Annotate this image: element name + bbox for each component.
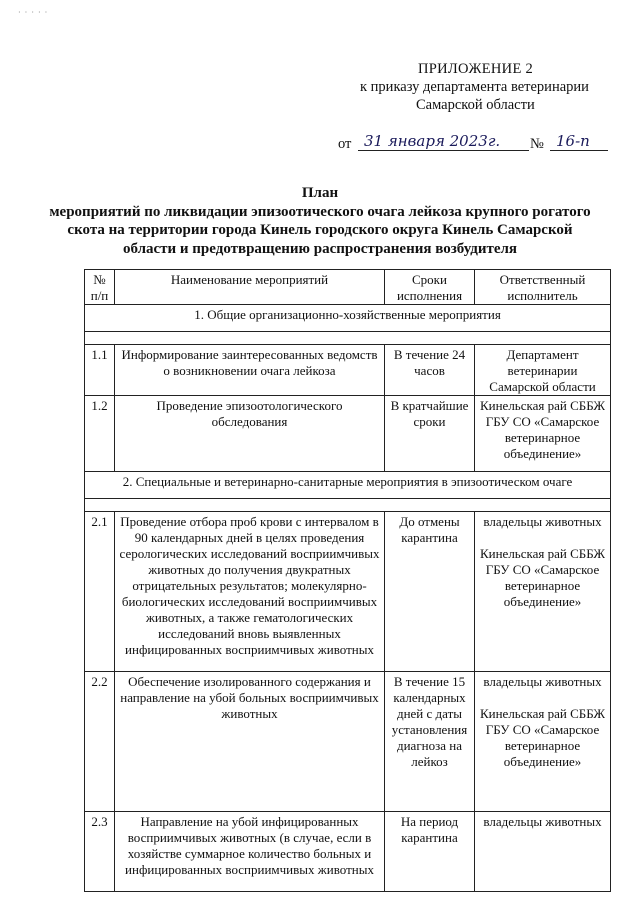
header-num: № п/п	[85, 270, 115, 305]
appendix-title: ПРИЛОЖЕНИЕ 2	[418, 61, 534, 77]
table-row	[85, 512, 611, 672]
row-responsible	[475, 812, 611, 892]
table-row	[85, 396, 611, 472]
plan-title: План	[301, 185, 339, 201]
table-row	[85, 345, 611, 396]
plan-heading	[40, 184, 600, 258]
section-title-1: 1. Общие организационно-хозяйственные мероприятия	[85, 305, 611, 332]
responsible-vet-station: Кинельская рай СББЖ ГБУ СО «Самарское ветеринарное объединение»	[479, 706, 606, 769]
order-line	[338, 132, 608, 154]
row-name: Проведение эпизоотологического обследования	[115, 396, 385, 472]
row-name: Проведение отбора проб крови с интервалом в 90 календарных дней в целях проведения серологических исследований восприимчивых животных до получения двукратных отрицательных результатов; молекулярно-биологических исследований восприимчивых животных, а также гематологических исследований вновь выявленных инфицированных восприимчивых животных	[115, 512, 385, 672]
row-term: На период карантина	[385, 812, 475, 892]
header-responsible: Ответственный исполнитель	[475, 270, 611, 305]
header-term: Сроки исполнения	[385, 270, 475, 305]
table-row	[85, 672, 611, 812]
order-number-handwritten: 16-п	[550, 132, 608, 151]
row-responsible	[475, 672, 611, 812]
row-name: Информирование заинтересованных ведомств о возникновении очага лейкоза	[115, 345, 385, 396]
appendix-line-region: Самарской области	[416, 97, 535, 113]
row-responsible	[475, 512, 611, 672]
table-row	[85, 812, 611, 892]
responsible-owners: владельцы животных	[483, 674, 602, 689]
plan-subtitle: мероприятий по ликвидации эпизоотического очага лейкоза крупного рогатого скота на территории города Кинель городского округа Кинель Самарской области и предотвращению распространения возбудителя	[49, 203, 591, 257]
row-name: Направление на убой инфицированных восприимчивых животных (в случае, если в хозяйстве суммарное количество больных и инфицированных восприимчивых животных	[115, 812, 385, 892]
appendix-block	[360, 60, 600, 114]
section-row	[85, 305, 611, 332]
scan-corner-marks: · · · · ·	[18, 8, 49, 17]
section-row	[85, 472, 611, 499]
table-header-row	[85, 270, 611, 305]
order-number-label: №	[530, 136, 544, 152]
row-term: В течение 15 календарных дней с даты установления диагноза на лейкоз	[385, 672, 475, 812]
row-responsible: Кинельская рай СББЖ ГБУ СО «Самарское ветеринарное объединение»	[475, 396, 611, 472]
row-num: 1.2	[85, 396, 115, 472]
responsible-owners: владельцы животных	[483, 814, 602, 829]
row-term: До отмены карантина	[385, 512, 475, 672]
row-name: Обеспечение изолированного содержания и направление на убой больных восприимчивых животных	[115, 672, 385, 812]
row-num: 2.1	[85, 512, 115, 672]
row-term: В кратчайшие сроки	[385, 396, 475, 472]
responsible-owners: владельцы животных	[483, 514, 602, 529]
row-term: В течение 24 часов	[385, 345, 475, 396]
order-date-handwritten: 31 января 2023г.	[358, 132, 529, 151]
row-num: 1.1	[85, 345, 115, 396]
spacer-row	[85, 499, 611, 512]
row-num: 2.2	[85, 672, 115, 812]
spacer-row	[85, 332, 611, 345]
section-title-2: 2. Специальные и ветеринарно-санитарные мероприятия в эпизоотическом очаге	[85, 472, 611, 499]
header-name: Наименование мероприятий	[115, 270, 385, 305]
responsible-vet-station: Кинельская рай СББЖ ГБУ СО «Самарское ветеринарное объединение»	[479, 546, 606, 609]
order-from-label: от	[338, 136, 352, 152]
measures-table	[84, 269, 611, 892]
row-responsible: Департамент ветеринарии Самарской области	[475, 345, 611, 396]
appendix-line-order: к приказу департамента ветеринарии	[360, 79, 589, 95]
row-num: 2.3	[85, 812, 115, 892]
